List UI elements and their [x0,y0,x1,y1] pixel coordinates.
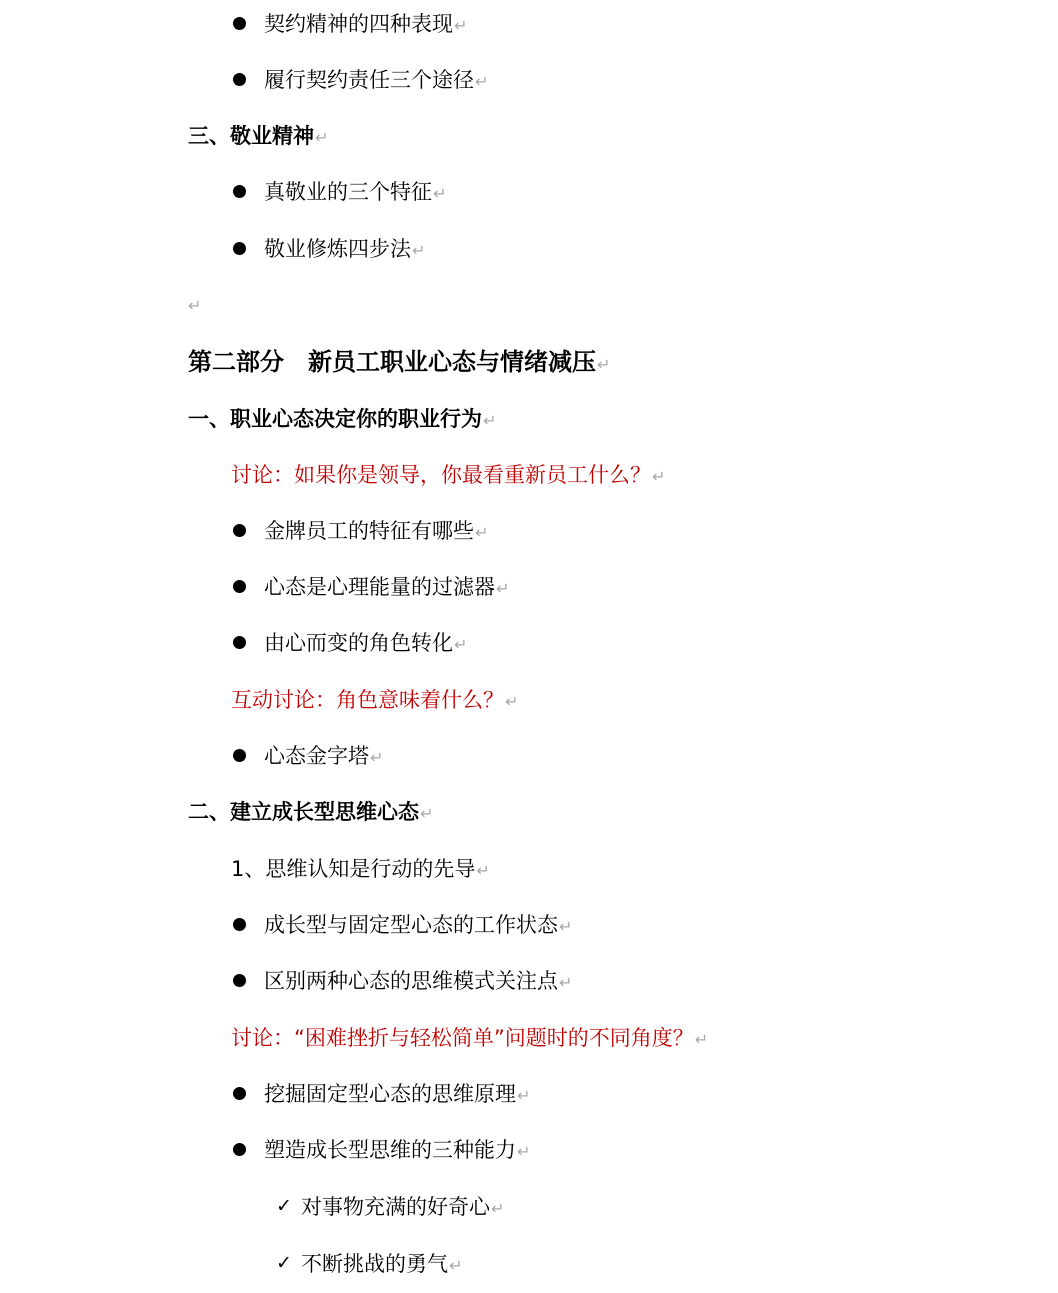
paragraph-mark-icon: ↵ [559,917,573,936]
paragraph-mark-icon: ↵ [475,523,489,542]
bullet-item [264,629,467,657]
discussion-text: 讨论：如果你是领导，你最看重新员工什么？ [231,463,651,487]
check-item-text: 对事物充满的好奇心 [301,1195,490,1219]
check-item [301,1250,462,1278]
bullet-text: 金牌员工的特征有哪些 [264,519,474,543]
discussion-line [231,686,518,714]
bullet-icon [233,974,246,987]
paragraph-mark-icon: ↵ [476,861,490,880]
bullet-icon [233,73,246,86]
bullet-text: 契约精神的四种表现 [264,12,453,36]
bullet-text: 真敬业的三个特征 [264,180,432,204]
bullet-item [264,66,488,94]
paragraph-mark-icon: ↵ [517,1142,531,1161]
bullet-item [264,517,488,545]
bullet-item [264,742,383,770]
paragraph-mark-icon: ↵ [505,692,519,711]
check-icon: ✓ [276,1195,292,1217]
paragraph-mark-icon: ↵ [315,128,329,147]
bullet-text: 心态金字塔 [264,744,369,768]
section-heading-text: 一、职业心态决定你的职业行为 [188,407,482,431]
bullet-text: 敬业修炼四步法 [264,237,411,261]
paragraph-mark-icon: ↵ [559,973,573,992]
bullet-icon [233,17,246,30]
bullet-icon [233,242,246,255]
bullet-text: 心态是心理能量的过滤器 [264,575,495,599]
part-heading [188,348,610,376]
paragraph-mark-icon: ↵ [188,296,202,315]
paragraph-mark-icon: ↵ [483,411,497,430]
part-heading-text: 第二部分 新员工职业心态与情绪减压 [188,348,596,376]
bullet-text: 区别两种心态的思维模式关注点 [264,969,558,993]
bullet-icon [233,524,246,537]
numbered-item [231,855,490,883]
paragraph-mark-icon: ↵ [496,579,510,598]
bullet-icon [233,185,246,198]
section-heading-text: 三、敬业精神 [188,124,314,148]
discussion-text: 互动讨论：角色意味着什么？ [231,688,504,712]
section-heading-text: 二、建立成长型思维心态 [188,800,419,824]
bullet-icon [233,918,246,931]
section-heading [188,798,433,826]
bullet-text: 履行契约责任三个途径 [264,68,474,92]
bullet-text: 由心而变的角色转化 [264,631,453,655]
section-heading [188,122,328,150]
bullet-text: 挖掘固定型心态的思维原理 [264,1082,516,1106]
bullet-item [264,911,572,939]
bullet-icon [233,749,246,762]
bullet-item [264,1080,530,1108]
paragraph-mark-icon: ↵ [694,1030,709,1049]
discussion-text: 讨论：“困难挫折与轻松简单”问题时的不同角度？ [231,1026,694,1050]
check-item [301,1193,504,1221]
paragraph-mark-icon: ↵ [597,355,611,374]
paragraph-mark-icon: ↵ [517,1086,531,1105]
paragraph-mark-icon: ↵ [433,184,447,203]
paragraph-mark-icon: ↵ [449,1256,463,1275]
paragraph-mark-icon: ↵ [412,241,426,260]
bullet-item [264,235,425,263]
paragraph-mark-icon: ↵ [420,804,434,823]
bullet-icon [233,636,246,649]
bullet-text: 塑造成长型思维的三种能力 [264,1138,516,1162]
bullet-item [264,178,446,206]
check-item-text: 不断挑战的勇气 [301,1252,448,1276]
bullet-item [264,967,572,995]
bullet-icon [233,580,246,593]
bullet-icon [233,1087,246,1100]
numbered-item-text: 1、思维认知是行动的先导 [231,857,476,881]
bullet-item [264,1136,530,1164]
bullet-item [264,10,467,38]
paragraph-mark-icon: ↵ [652,467,666,486]
paragraph-mark-icon: ↵ [454,16,468,35]
bullet-icon [233,1143,246,1156]
section-heading [188,405,496,433]
paragraph-mark-icon: ↵ [491,1199,505,1218]
paragraph-mark-icon: ↵ [370,748,384,767]
paragraph-mark-icon: ↵ [475,72,489,91]
bullet-item [264,573,509,601]
paragraph-mark-icon: ↵ [454,635,468,654]
check-icon: ✓ [276,1252,292,1274]
bullet-text: 成长型与固定型心态的工作状态 [264,913,558,937]
discussion-line [231,1024,708,1052]
discussion-line [231,461,665,489]
